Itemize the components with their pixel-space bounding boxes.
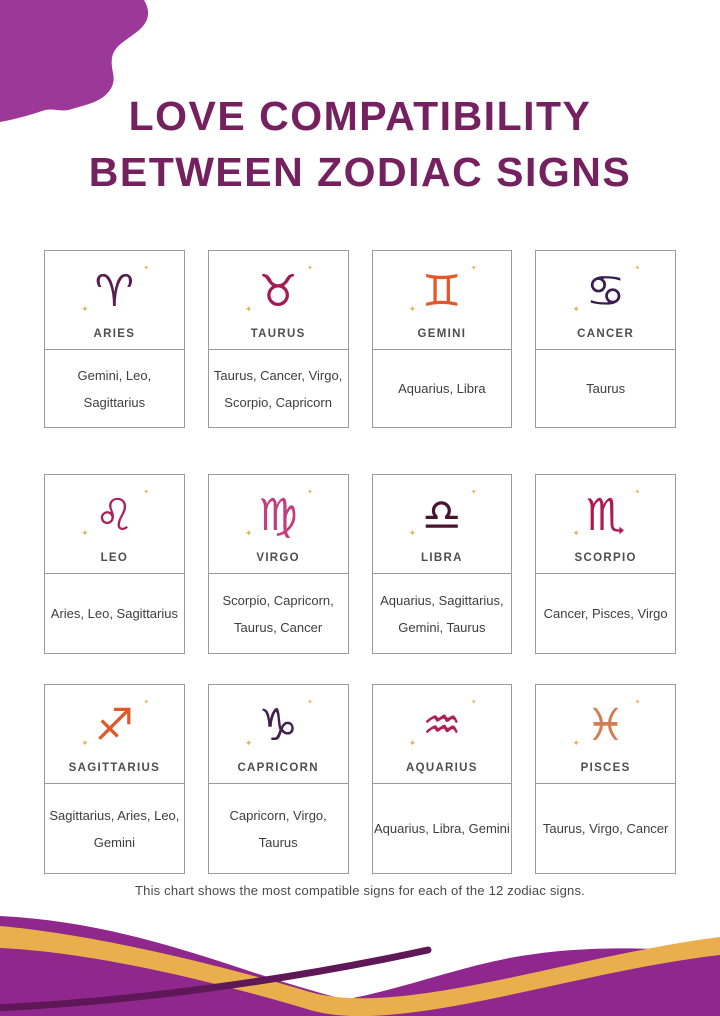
sign-name: LIBRA [421,552,463,564]
card-top [536,475,675,574]
capricorn-icon: ✦ ♑ ✦ [209,695,348,757]
pisces-icon: ✦ ♓ ✦ [536,695,675,757]
cancer-icon: ✦ ♋ ✦ [536,261,675,323]
compatible-signs-text: Taurus, Cancer, Virgo, Scorpio, Capricorn [213,367,343,410]
compatible-signs-text: Cancer, Pisces, Virgo [543,606,668,621]
compatible-signs-text: Taurus, Virgo, Cancer [542,821,669,836]
zodiac-card-pisces [535,684,676,874]
sign-name: ARIES [93,328,136,340]
sagittarius-icon: ✦ ♐ ✦ [45,695,184,757]
compatible-signs-text: Aries, Leo, Sagittarius [50,606,178,621]
card-top [536,251,675,350]
compatible-signs-text: Aquarius, Sagittarius, Gemini, Taurus [380,592,504,635]
gemini-icon: ✦ ♊ ✦ [373,261,512,323]
page-title [0,88,720,200]
zodiac-card-cancer [535,250,676,428]
sign-name: PISCES [580,762,631,774]
compatible-signs-text: Capricorn, Virgo, Taurus [229,807,327,850]
card-top [536,685,675,784]
sign-name: SAGITTARIUS [68,762,161,774]
card-top [209,685,348,784]
zodiac-card-sagittarius [44,684,185,874]
zodiac-card-scorpio [535,474,676,654]
scorpio-icon: ✦ ♏ ✦ [536,485,675,547]
aquarius-icon: ✦ ♒ ✦ [373,695,512,757]
compatible-signs-text: Sagittarius, Aries, Leo, Gemini [49,807,180,850]
zodiac-card-gemini [372,250,513,428]
card-top [373,251,512,350]
card-top [209,251,348,350]
sign-name: GEMINI [417,328,467,340]
sign-name: CAPRICORN [237,762,319,774]
zodiac-card-leo [44,474,185,654]
zodiac-grid [44,250,676,874]
card-top [45,251,184,350]
grid-row-1 [44,250,676,428]
page-title-line2: BETWEEN ZODIAC SIGNS [88,149,632,195]
zodiac-card-capricorn [208,684,349,874]
leo-icon: ✦ ♌ ✦ [45,485,184,547]
sign-name: LEO [100,552,129,564]
sign-name: VIRGO [256,552,300,564]
zodiac-card-taurus [208,250,349,428]
grid-row-2 [44,474,676,654]
aries-icon: ✦ ♈ ✦ [45,261,184,323]
card-top [45,475,184,574]
card-top [373,475,512,574]
sign-name: CANCER [577,328,635,340]
page-title-line1: LOVE COMPATIBILITY [128,93,592,139]
card-top [209,475,348,574]
footer-wave-graphic [0,910,720,1016]
zodiac-card-libra [372,474,513,654]
zodiac-card-aquarius [372,684,513,874]
grid-row-3 [44,684,676,874]
compatible-signs-text: Gemini, Leo, Sagittarius [77,367,152,410]
card-top [45,685,184,784]
compatible-signs-text: Aquarius, Libra [398,381,486,396]
zodiac-card-aries [44,250,185,428]
compatible-signs-text: Taurus [586,381,626,396]
virgo-icon: ✦ ♍ ✦ [209,485,348,547]
sign-name: TAURUS [250,328,306,340]
libra-icon: ✦ ♎ ✦ [373,485,512,547]
chart-caption: This chart shows the most compatible signs for each of the 12 zodiac signs. [135,883,585,898]
sign-name: AQUARIUS [406,762,478,774]
sign-name: SCORPIO [574,552,637,564]
card-top [373,685,512,784]
zodiac-card-virgo [208,474,349,654]
compatible-signs-text: Aquarius, Libra, Gemini [373,821,510,836]
compatible-signs-text: Scorpio, Capricorn, Taurus, Cancer [222,592,334,635]
taurus-icon: ✦ ♉ ✦ [209,261,348,323]
